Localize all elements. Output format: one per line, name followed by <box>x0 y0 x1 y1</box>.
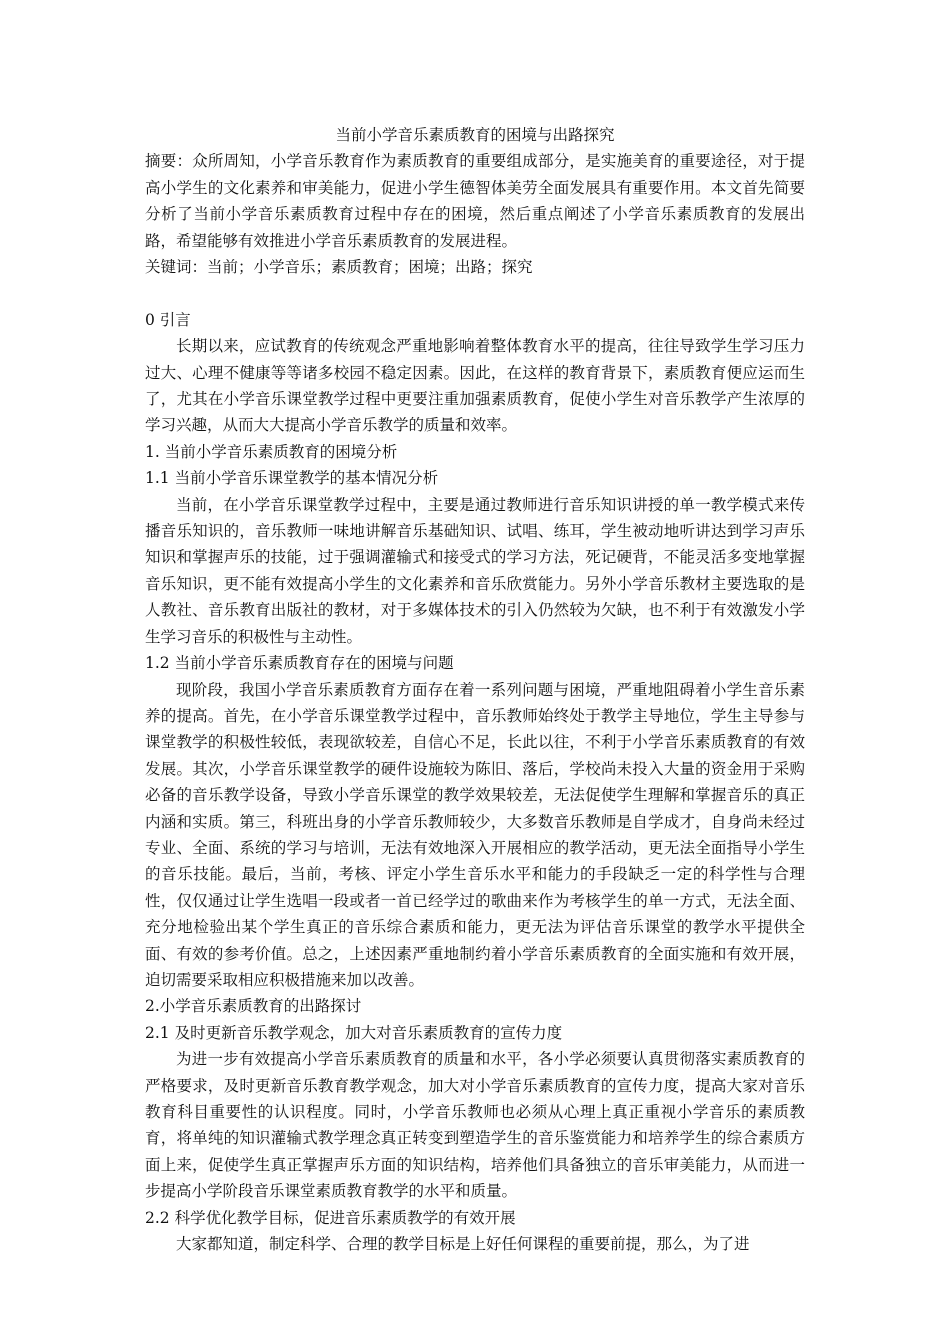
intro-paragraph: 长期以来，应试教育的传统观念严重地影响着整体教育水平的提高，往往导致学生学习压力过大、心理不健康等等诸多校园不稳定因素。因此，在这样的教育背景下，素质教育便应运而生了，尤其在小学音乐课堂教学过程中更要注重加强素质教育，促使小学生对音乐教学产生浓厚的学习兴趣，从而大大提高小学音乐教学的质量和效率。 <box>145 337 805 435</box>
section-2-2-heading: 2.2 科学优化教学目标，促进音乐素质教学的有效开展 <box>145 1208 516 1227</box>
document-title: 当前小学音乐素质教育的困境与出路探究 <box>335 126 615 144</box>
section-1-2-heading: 1.2 当前小学音乐素质教育存在的困境与问题 <box>145 654 454 673</box>
section-1-1-paragraph: 当前，在小学音乐课堂教学过程中，主要是通过教师进行音乐知识讲授的单一教学模式来传播音乐知识的，音乐教师一味地讲解音乐基础知识、试唱、练耳，学生被动地听讲达到学习声乐知识和掌握声乐的技能，过于强调灌输式和接受式的学习方法，死记硬背，不能灵活多变地掌握音乐知识，更不能有效提高小学生的文化素养和音乐欣赏能力。另外小学音乐教材主要选取的是人教社、音乐教育出版社的教材，对于多媒体技术的引入仍然较为欠缺，也不利于有效激发小学生学习音乐的积极性与主动性。 <box>145 495 805 646</box>
section-2-1-paragraph: 为进一步有效提高小学音乐素质教育的质量和水平，各小学必须要认真贯彻落实素质教育的严格要求，及时更新音乐教育教学观念，加大对小学音乐素质教育的宣传力度，提高大家对音乐教育科目重要性的认识程度。同时，小学音乐教师也必须从心理上真正重视小学音乐的素质教育，将单纯的知识灌输式教学理念真正转变到塑造学生的音乐鉴赏能力和培养学生的综合素质方面上来，促使学生真正掌握声乐方面的知识结构，培养他们具备独立的音乐审美能力，从而进一步提高小学阶段音乐课堂素质教育教学的水平和质量。 <box>145 1050 805 1201</box>
intro-heading: 0 引言 <box>145 310 191 329</box>
abstract-paragraph: 摘要：众所周知，小学音乐教育作为素质教育的重要组成部分，是实施美育的重要途径，对于提高小学生的文化素养和审美能力，促进小学生德智体美劳全面发展具有重要作用。本文首先简要分析了当前小学音乐素质教育过程中存在的困境，然后重点阐述了小学音乐素质教育的发展出路，希望能够有效推进小学音乐素质教育的发展进程。 <box>145 152 805 250</box>
section-1-heading: 1. 当前小学音乐素质教育的困境分析 <box>145 442 398 461</box>
section-2-heading: 2.小学音乐素质教育的出路探讨 <box>145 997 362 1016</box>
keywords-line: 关键词：当前；小学音乐；素质教育；困境；出路；探究 <box>145 258 533 277</box>
section-2-1-heading: 2.1 及时更新音乐教学观念，加大对音乐素质教育的宣传力度 <box>145 1023 563 1042</box>
section-2-2-paragraph: 大家都知道，制定科学、合理的教学目标是上好任何课程的重要前提，那么，为了进 <box>176 1235 750 1254</box>
section-1-2-paragraph: 现阶段，我国小学音乐素质教育方面存在着一系列问题与困境，严重地阻碍着小学生音乐素养的提高。首先，在小学音乐课堂教学过程中，音乐教师始终处于教学主导地位，学生主导参与课堂教学的积极性较低，表现欲较差，自信心不足，长此以往，不利于小学音乐素质教育的有效发展。其次，小学音乐课堂教学的硬件设施较为陈旧、落后，学校尚未投入大量的资金用于采购必备的音乐教学设备，导致小学音乐课堂的教学效果较差，无法促使学生理解和掌握音乐的真正内涵和实质。第三，科班出身的小学音乐教师较少，大多数音乐教师是自学成才，自身尚未经过专业、全面、系统的学习与培训，无法有效地深入开展相应的教学活动，更无法全面指导小学生的音乐技能。最后，当前，考核、评定小学生音乐水平和能力的手段缺乏一定的科学性与合理性，仅仅通过让学生选唱一段或者一首已经学过的歌曲来作为考核学生的单一方式，无法全面、充分地检验出某个学生真正的音乐综合素质和能力，更无法为评估音乐课堂的教学水平提供全面、有效的参考价值。总之，上述因素严重地制约着小学音乐素质教育的全面实施和有效开展，迫切需要采取相应积极措施来加以改善。 <box>145 680 805 989</box>
document-body <box>145 122 805 1257</box>
blank-line <box>145 280 805 306</box>
section-1-1-heading: 1.1 当前小学音乐课堂教学的基本情况分析 <box>145 469 439 488</box>
